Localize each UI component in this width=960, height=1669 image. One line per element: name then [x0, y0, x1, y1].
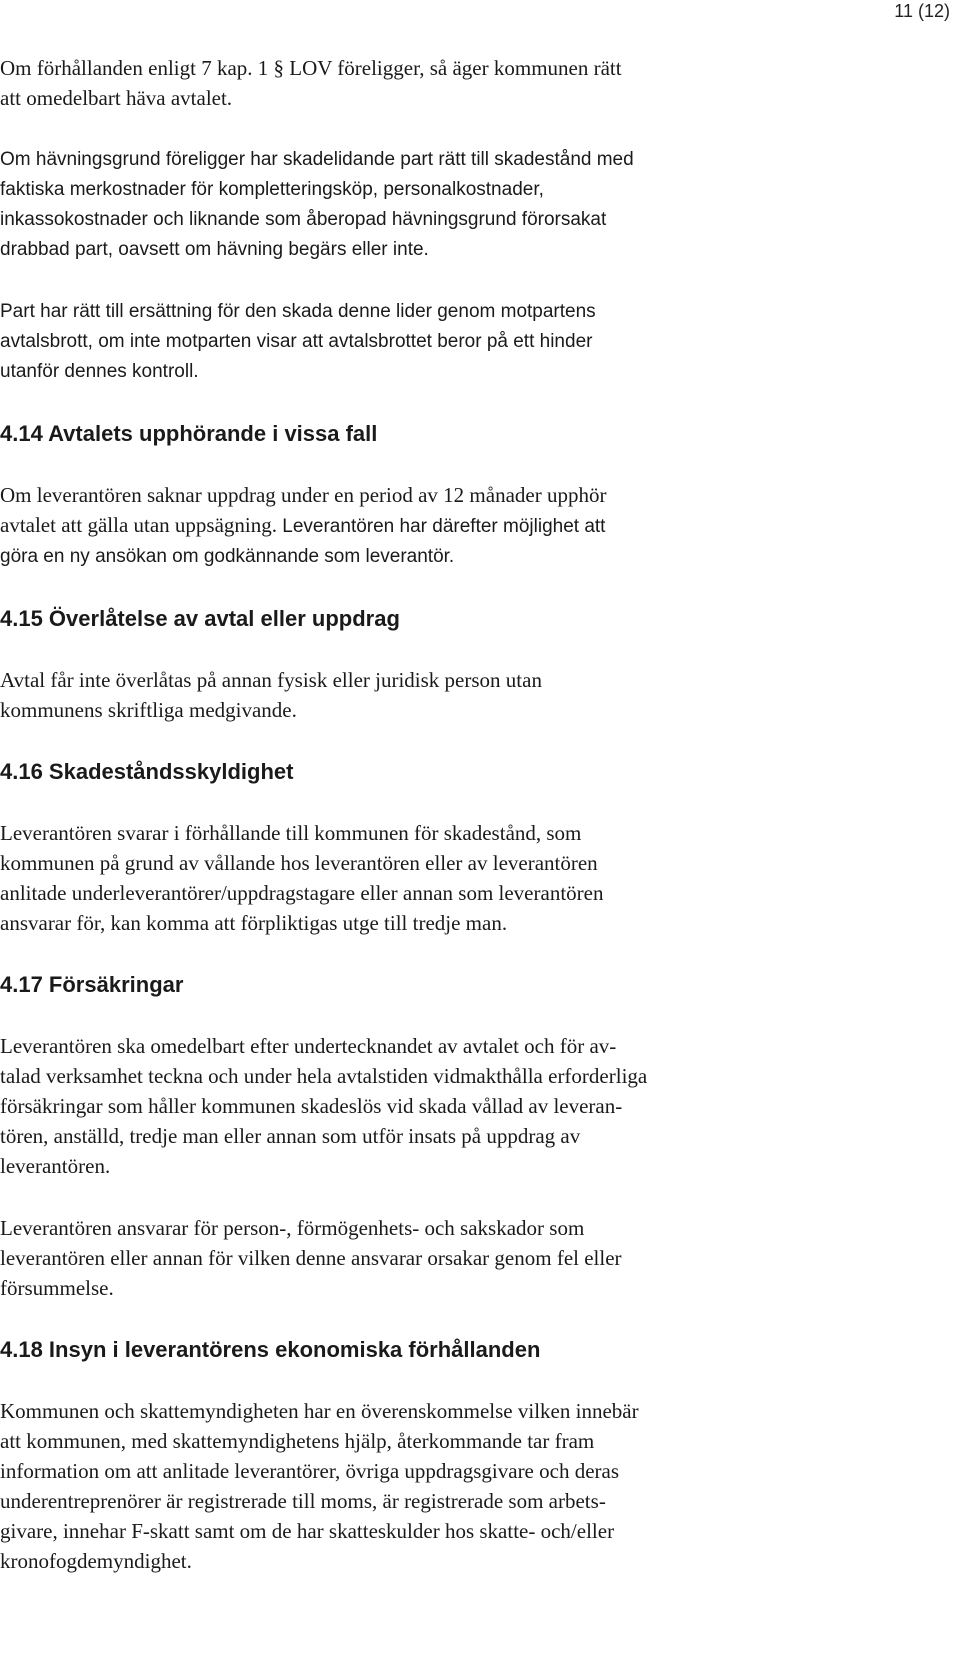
- paragraph-avtalets-upphorande-part2: Leverantören har därefter möjlighet att göra en ny ansökan om godkännande som leverantör.: [0, 516, 606, 567]
- heading-4-15: 4.15 Överlåtelse av avtal eller uppdrag: [0, 606, 400, 631]
- paragraph-skadestandsskyldighet: Leverantören svarar i förhållande till kommunen för skadestånd, som kommunen på grund av vållande hos leverantören eller av leverantören anlitade underleverantörer/uppdragstagare eller annan som leverantören ansvarar för, kan komma att förpliktigas utge till tredje man.: [0, 821, 604, 935]
- heading-4-18: 4.18 Insyn i leverantörens ekonomiska förhållanden: [0, 1337, 541, 1362]
- paragraph-overlatelse: Avtal får inte överlåtas på annan fysisk eller juridisk person utan kommunens skriftliga medgivande.: [0, 668, 542, 722]
- paragraph-ansvar-skador: Leverantören ansvarar för person-, förmögenhets- och sakskador som leverantören eller annan för vilken denne ansvarar orsakar genom fel eller försummelse.: [0, 1216, 622, 1300]
- paragraph-insyn: Kommunen och skattemyndigheten har en överenskommelse vilken innebär att kommunen, med skattemyndighetens hjälp, återkommande tar fram information om att anlitade leverantörer, övriga uppdragsgivare och deras underentreprenörer är registrerade till moms, är registrerade som arbets- givare, innehar F-skatt samt om de har skatteskulder hos skatte- och/eller kronofogdemyndighet.: [0, 1399, 639, 1573]
- paragraph-forsakringar: Leverantören ska omedelbart efter undertecknandet av avtalet och för av- talad verksamhet teckna och under hela avtalstiden vidmakthålla erforderliga försäkringar som håller kommunen skadeslös vid skada vållad av leveran- tören, anställd, tredje man eller annan som utför insats på uppdrag av leverantören.: [0, 1034, 648, 1178]
- paragraph-ersattning: Part har rätt till ersättning för den skada denne lider genom motpartens avtalsbrott, om inte motparten visar att avtalsbrottet beror på ett hinder utanför dennes kontroll.: [0, 301, 596, 382]
- paragraph-avtalets-upphorande: [0, 480, 950, 572]
- paragraph-hävning-lov: Om förhållanden enligt 7 kap. 1 § LOV föreligger, så äger kommunen rätt att omedelbart häva avtalet.: [0, 56, 622, 110]
- heading-4-14: 4.14 Avtalets upphörande i vissa fall: [0, 421, 378, 446]
- heading-4-17: 4.17 Försäkringar: [0, 972, 184, 997]
- paragraph-skadestand-havning: Om hävningsgrund föreligger har skadelidande part rätt till skadestånd med faktiska merkostnader för kompletteringsköp, personalkostnader, inkassokostnader och liknande som åberopad hävningsgrund förorsakat drabbad part, oavsett om hävning begärs eller inte.: [0, 149, 634, 260]
- heading-4-16: 4.16 Skadeståndsskyldighet: [0, 759, 294, 784]
- paragraph-avtalets-upphorande-part1: Om leverantören saknar uppdrag under en period av 12 månader upphör avtalet att gälla utan uppsägning.: [0, 483, 607, 537]
- page-number: 11 (12): [894, 1, 950, 21]
- document-body: [0, 53, 950, 1576]
